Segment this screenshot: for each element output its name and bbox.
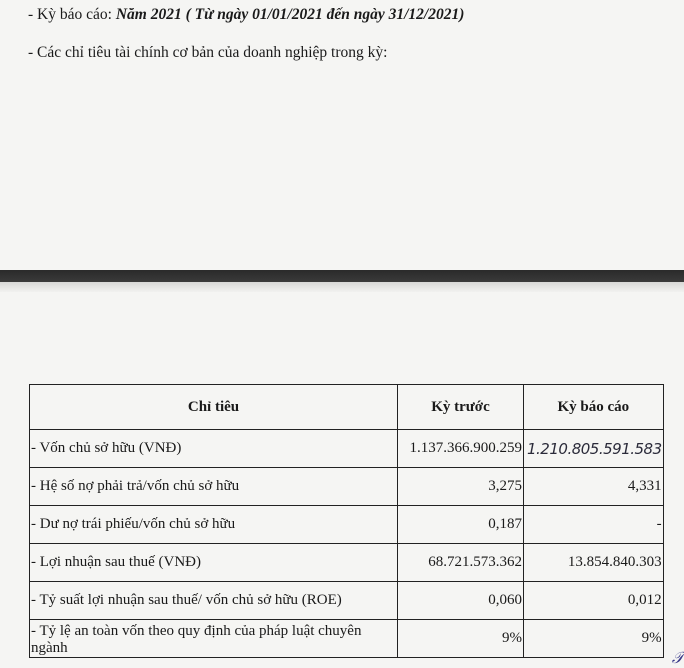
row-curr-value: 4,331 xyxy=(524,468,664,506)
table-row xyxy=(30,430,664,468)
row-prev-value: 68.721.573.362 xyxy=(398,544,524,582)
row-prev-value: 0,060 xyxy=(398,582,524,620)
row-prev-value: 1.137.366.900.259 xyxy=(398,430,524,468)
page-break-band xyxy=(0,270,684,282)
row-curr-value: 9% xyxy=(524,620,664,658)
row-label: - Tỷ lệ an toàn vốn theo quy định của pháp luật chuyên ngành xyxy=(30,620,398,658)
row-prev-value: 0,187 xyxy=(398,506,524,544)
row-label: - Hệ số nợ phải trả/vốn chủ sở hữu xyxy=(30,468,398,506)
report-period-line xyxy=(28,6,464,24)
row-label: - Vốn chủ sở hữu (VNĐ) xyxy=(30,430,398,468)
row-label: - Dư nợ trái phiếu/vốn chủ sở hữu xyxy=(30,506,398,544)
header-indicator: Chỉ tiêu xyxy=(30,385,398,430)
report-period-value: Năm 2021 ( Từ ngày 01/01/2021 đến ngày 31/12/2021) xyxy=(115,6,465,23)
header-report-period: Kỳ báo cáo xyxy=(524,385,664,430)
header-previous-period: Kỳ trước xyxy=(398,385,524,430)
table-row xyxy=(30,620,664,658)
row-curr-value-handwritten: 1.210.805.591.583 xyxy=(524,430,664,468)
signature-mark: 𝒯 xyxy=(671,650,684,667)
row-label: - Lợi nhuận sau thuế (VNĐ) xyxy=(30,544,398,582)
row-curr-value: 13.854.840.303 xyxy=(524,544,664,582)
table-row xyxy=(30,582,664,620)
report-period-label: - Kỳ báo cáo: xyxy=(28,6,112,23)
page-break-shadow xyxy=(0,282,684,292)
row-prev-value: 3,275 xyxy=(398,468,524,506)
financial-indicators-table xyxy=(29,384,664,658)
row-prev-value: 9% xyxy=(398,620,524,658)
table-header-row xyxy=(30,385,664,430)
row-curr-value: - xyxy=(524,506,664,544)
table-row xyxy=(30,544,664,582)
table-row xyxy=(30,506,664,544)
row-label: - Tỷ suất lợi nhuận sau thuế/ vốn chủ sở hữu (ROE) xyxy=(30,582,398,620)
row-curr-value: 0,012 xyxy=(524,582,664,620)
indicators-intro: - Các chỉ tiêu tài chính cơ bản của doanh nghiệp trong kỳ: xyxy=(28,44,388,61)
table-row xyxy=(30,468,664,506)
